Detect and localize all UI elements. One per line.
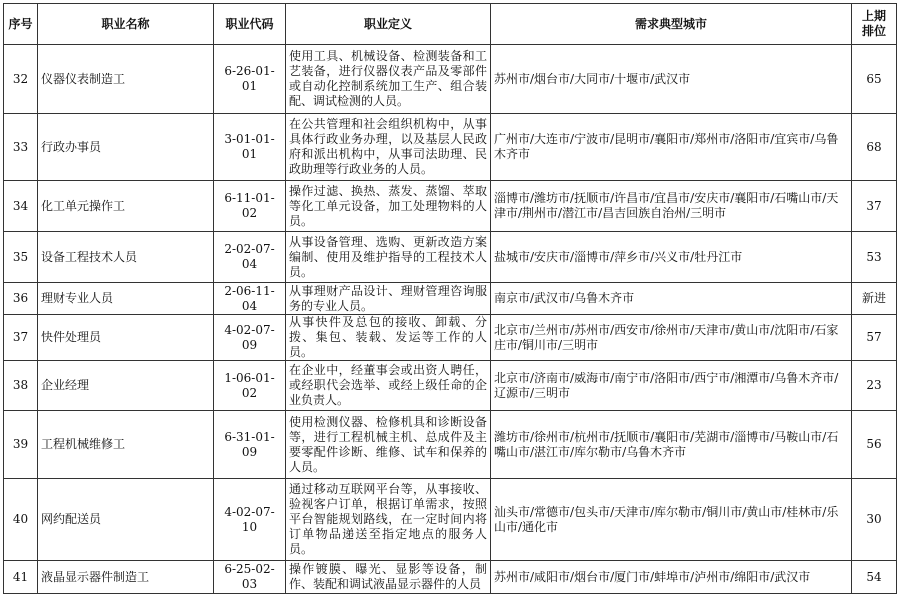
table-row	[4, 479, 897, 561]
header-code: 职业代码	[214, 4, 286, 45]
header-rank	[852, 4, 897, 45]
typical-cities: 广州市/大连市/宁波市/昆明市/襄阳市/郑州市/洛阳市/宜宾市/乌鲁木齐市	[491, 114, 852, 181]
row-no: 37	[4, 315, 38, 361]
header-definition: 职业定义	[286, 4, 491, 45]
occupation-name: 化工单元操作工	[38, 181, 214, 232]
row-no: 39	[4, 411, 38, 479]
typical-cities: 北京市/兰州市/苏州市/西安市/徐州市/天津市/黄山市/沈阳市/石家庄市/铜川市/三明市	[491, 315, 852, 361]
typical-cities: 苏州市/烟台市/大同市/十堰市/武汉市	[491, 45, 852, 114]
occupation-code: 2-02-07-04	[214, 232, 286, 283]
table-header-row	[4, 4, 897, 45]
occupation-code: 3-01-01-01	[214, 114, 286, 181]
row-no: 34	[4, 181, 38, 232]
occupation-code: 6-25-02-03	[214, 561, 286, 594]
header-rank-line2: 排位	[861, 24, 886, 38]
header-rank-line1: 上期	[861, 9, 886, 23]
header-name: 职业名称	[38, 4, 214, 45]
typical-cities: 苏州市/咸阳市/烟台市/厦门市/蚌埠市/泸州市/绵阳市/武汉市	[491, 561, 852, 594]
typical-cities: 潍坊市/徐州市/杭州市/抚顺市/襄阳市/芜湖市/淄博市/马鞍山市/石嘴山市/湛江市/库尔勒市/乌鲁木齐市	[491, 411, 852, 479]
occupation-definition: 使用检测仪器、检修机具和诊断设备等，进行工程机械主机、总成件及主要零配件诊断、维修、试车和保养的人员。	[286, 411, 491, 479]
previous-rank: 56	[852, 411, 897, 479]
row-no: 41	[4, 561, 38, 594]
typical-cities: 汕头市/常德市/包头市/天津市/库尔勒市/铜川市/黄山市/桂林市/乐山市/通化市	[491, 479, 852, 561]
occupation-name: 液晶显示器件制造工	[38, 561, 214, 594]
occupation-name: 快件处理员	[38, 315, 214, 361]
table-row	[4, 181, 897, 232]
occupation-table-container	[3, 3, 897, 594]
occupation-definition: 在企业中，经董事会或出资人聘任，或经职代会选举、或经上级任命的企业负责人。	[286, 361, 491, 411]
row-no: 33	[4, 114, 38, 181]
occupation-code: 1-06-01-02	[214, 361, 286, 411]
occupation-definition: 从事快件及总包的接收、卸载、分拨、集包、装载、发运等工作的人员。	[286, 315, 491, 361]
table-row	[4, 283, 897, 315]
table-row	[4, 315, 897, 361]
occupation-name: 工程机械维修工	[38, 411, 214, 479]
row-no: 32	[4, 45, 38, 114]
occupation-definition: 使用工具、机械设备、检测装备和工艺装备，进行仪器仪表产品及零部件或自动化控制系统加工生产、组合装配、调试检测的人员。	[286, 45, 491, 114]
previous-rank: 65	[852, 45, 897, 114]
table-row	[4, 114, 897, 181]
previous-rank: 30	[852, 479, 897, 561]
occupation-definition: 从事设备管理、选购、更新改造方案编制、使用及维护指导的工程技术人员。	[286, 232, 491, 283]
table-row	[4, 411, 897, 479]
row-no: 36	[4, 283, 38, 315]
previous-rank: 54	[852, 561, 897, 594]
occupation-name: 行政办事员	[38, 114, 214, 181]
occupation-definition: 操作镀膜、曝光、显影等设备，制作、装配和调试液晶显示器件的人员	[286, 561, 491, 594]
previous-rank: 37	[852, 181, 897, 232]
occupation-definition: 通过移动互联网平台等，从事接收、验视客户订单，根据订单需求，按照平台智能规划路线，在一定时间内将订单物品递送至指定地点的服务人员。	[286, 479, 491, 561]
previous-rank: 新进	[852, 283, 897, 315]
occupation-demand-table	[3, 3, 897, 594]
previous-rank: 23	[852, 361, 897, 411]
typical-cities: 淄博市/潍坊市/抚顺市/许昌市/宜昌市/安庆市/襄阳市/石嘴山市/天津市/荆州市/潜江市/昌吉回族自治州/三明市	[491, 181, 852, 232]
occupation-name: 理财专业人员	[38, 283, 214, 315]
occupation-name: 仪器仪表制造工	[38, 45, 214, 114]
table-row	[4, 561, 897, 594]
row-no: 38	[4, 361, 38, 411]
occupation-name: 网约配送员	[38, 479, 214, 561]
occupation-code: 2-06-11-04	[214, 283, 286, 315]
previous-rank: 68	[852, 114, 897, 181]
table-row	[4, 45, 897, 114]
typical-cities: 北京市/济南市/威海市/南宁市/洛阳市/西宁市/湘潭市/乌鲁木齐市/辽源市/三明市	[491, 361, 852, 411]
header-cities: 需求典型城市	[491, 4, 852, 45]
occupation-code: 6-11-01-02	[214, 181, 286, 232]
previous-rank: 53	[852, 232, 897, 283]
occupation-code: 4-02-07-09	[214, 315, 286, 361]
row-no: 35	[4, 232, 38, 283]
occupation-code: 6-26-01-01	[214, 45, 286, 114]
occupation-name: 设备工程技术人员	[38, 232, 214, 283]
occupation-definition: 操作过滤、换热、蒸发、蒸馏、萃取等化工单元设备，加工处理物料的人员。	[286, 181, 491, 232]
occupation-code: 6-31-01-09	[214, 411, 286, 479]
occupation-definition: 在公共管理和社会组织机构中，从事具体行政业务办理，以及基层人民政府和派出机构中，从事司法助理、民政助理等行政业务的人员。	[286, 114, 491, 181]
occupation-definition: 从事理财产品设计、理财管理咨询服务的专业人员。	[286, 283, 491, 315]
table-row	[4, 361, 897, 411]
typical-cities: 南京市/武汉市/乌鲁木齐市	[491, 283, 852, 315]
occupation-name: 企业经理	[38, 361, 214, 411]
occupation-code: 4-02-07-10	[214, 479, 286, 561]
typical-cities: 盐城市/安庆市/淄博市/萍乡市/兴义市/牡丹江市	[491, 232, 852, 283]
previous-rank: 57	[852, 315, 897, 361]
table-row	[4, 232, 897, 283]
header-no: 序号	[4, 4, 38, 45]
row-no: 40	[4, 479, 38, 561]
